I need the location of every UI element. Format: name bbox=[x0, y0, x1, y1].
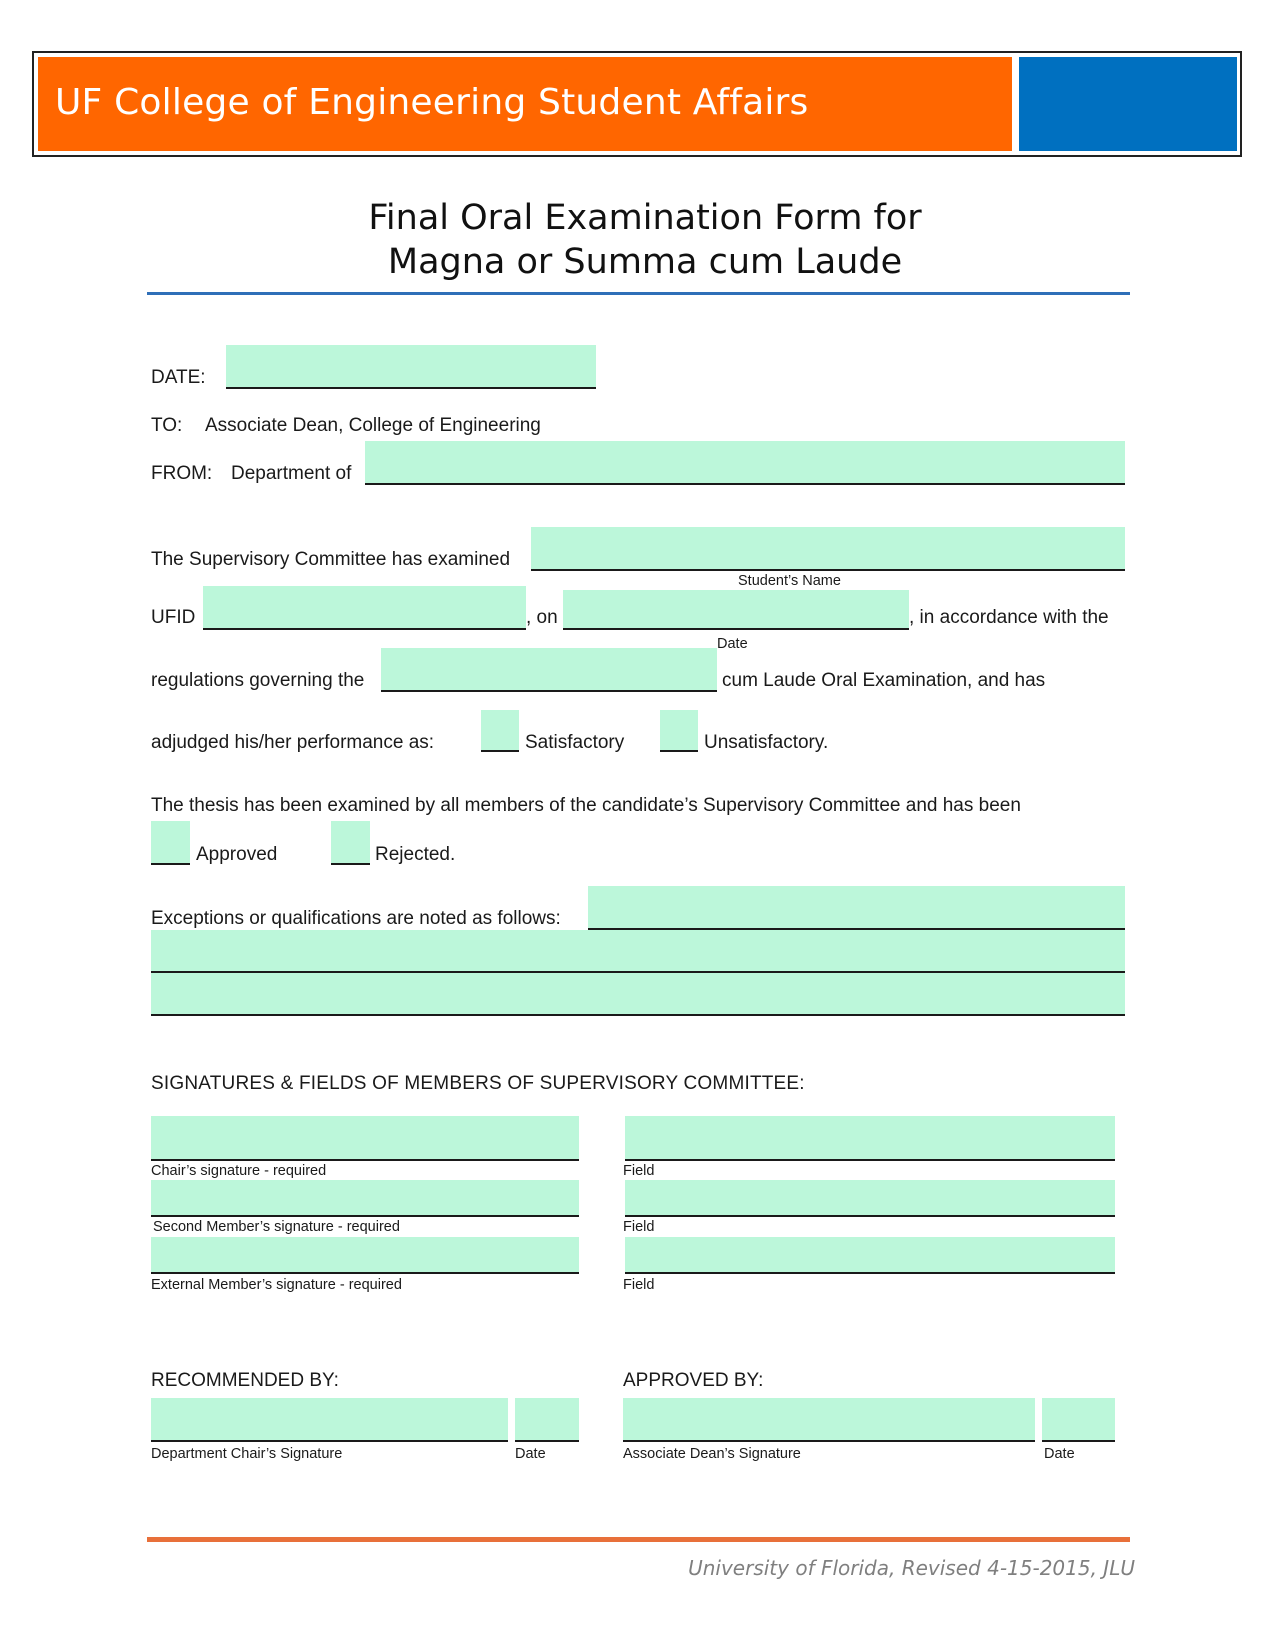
associate-dean-signature-caption: Associate Dean’s Signature bbox=[623, 1446, 801, 1462]
unsatisfactory-checkbox[interactable] bbox=[660, 710, 698, 750]
department-chair-date-caption: Date bbox=[515, 1446, 546, 1462]
from-label: FROM: bbox=[151, 463, 213, 484]
external-member-field-input[interactable] bbox=[625, 1237, 1115, 1274]
approved-underline bbox=[151, 863, 190, 865]
exceptions-field-2[interactable] bbox=[151, 930, 1125, 973]
date-field[interactable] bbox=[226, 345, 596, 389]
satisfactory-checkbox[interactable] bbox=[481, 710, 519, 750]
second-member-signature-field[interactable] bbox=[151, 1180, 579, 1217]
student-name-field[interactable] bbox=[531, 527, 1125, 571]
department-chair-date-field[interactable] bbox=[515, 1398, 579, 1442]
exceptions-field-1[interactable] bbox=[588, 886, 1125, 930]
committee-text: The Supervisory Committee has examined bbox=[151, 549, 511, 570]
to-label: TO: bbox=[151, 415, 183, 436]
external-member-field-caption: Field bbox=[623, 1277, 655, 1293]
ufid-label: UFID bbox=[151, 607, 196, 628]
recommended-heading: RECOMMENDED BY: bbox=[151, 1370, 339, 1391]
exam-date-caption: Date bbox=[717, 636, 748, 652]
approved-label: Approved bbox=[196, 844, 278, 865]
chair-signature-caption: Chair’s signature - required bbox=[151, 1163, 327, 1179]
external-member-signature-field[interactable] bbox=[151, 1237, 579, 1274]
regulations-text: regulations governing the bbox=[151, 670, 365, 691]
header-accent-block bbox=[1019, 57, 1237, 151]
department-chair-signature-field[interactable] bbox=[151, 1398, 508, 1442]
student-name-caption: Student’s Name bbox=[738, 573, 841, 589]
unsatisfactory-label: Unsatisfactory. bbox=[704, 732, 829, 753]
rejected-checkbox[interactable] bbox=[331, 821, 370, 863]
rejected-underline bbox=[331, 863, 370, 865]
chair-signature-field[interactable] bbox=[151, 1116, 579, 1161]
associate-dean-date-caption: Date bbox=[1044, 1446, 1075, 1462]
ufid-field[interactable] bbox=[203, 586, 526, 630]
title-line-2: Magna or Summa cum Laude bbox=[387, 242, 903, 282]
accordance-text: , in accordance with the bbox=[909, 607, 1109, 628]
footer-divider bbox=[147, 1537, 1130, 1542]
exam-date-field[interactable] bbox=[563, 590, 909, 630]
unsatisfactory-underline bbox=[660, 750, 698, 752]
department-chair-signature-caption: Department Chair’s Signature bbox=[151, 1446, 343, 1462]
adjudged-text: adjudged his/her performance as: bbox=[151, 732, 435, 753]
satisfactory-underline bbox=[481, 750, 519, 752]
header-title: UF College of Engineering Student Affairs bbox=[55, 82, 809, 123]
second-member-field-caption: Field bbox=[623, 1219, 655, 1235]
title-line-1: Final Oral Examination Form for bbox=[368, 198, 922, 238]
external-member-signature-caption: External Member’s signature - required bbox=[151, 1277, 402, 1293]
date-label: DATE: bbox=[151, 367, 206, 388]
chair-field-input[interactable] bbox=[625, 1116, 1115, 1161]
to-value: Associate Dean, College of Engineering bbox=[205, 415, 541, 436]
title-divider bbox=[147, 292, 1130, 295]
signatures-heading: SIGNATURES & FIELDS OF MEMBERS OF SUPERVISORY COMMITTEE: bbox=[151, 1073, 805, 1094]
chair-field-caption: Field bbox=[623, 1163, 655, 1179]
approved-by-heading: APPROVED BY: bbox=[623, 1370, 764, 1391]
second-member-signature-caption: Second Member’s signature - required bbox=[153, 1219, 400, 1235]
second-member-field-input[interactable] bbox=[625, 1180, 1115, 1217]
approved-checkbox[interactable] bbox=[151, 821, 190, 863]
rejected-label: Rejected. bbox=[375, 844, 456, 865]
from-department-label: Department of bbox=[231, 463, 352, 484]
associate-dean-signature-field[interactable] bbox=[623, 1398, 1035, 1442]
thesis-text: The thesis has been examined by all members of the candidate’s Supervisory Committee and has been bbox=[151, 795, 1021, 816]
exceptions-text: Exceptions or qualifications are noted as follows: bbox=[151, 908, 561, 929]
page-title bbox=[150, 196, 1140, 284]
on-text: , on bbox=[526, 607, 558, 628]
exceptions-field-3[interactable] bbox=[151, 973, 1125, 1016]
department-field[interactable] bbox=[365, 441, 1125, 485]
footer-text: University of Florida, Revised 4-15-2015, JLU bbox=[688, 1556, 1135, 1580]
associate-dean-date-field[interactable] bbox=[1042, 1398, 1115, 1442]
exam-text: cum Laude Oral Examination, and has bbox=[722, 670, 1046, 691]
satisfactory-label: Satisfactory bbox=[525, 732, 625, 753]
honors-level-field[interactable] bbox=[381, 648, 717, 692]
